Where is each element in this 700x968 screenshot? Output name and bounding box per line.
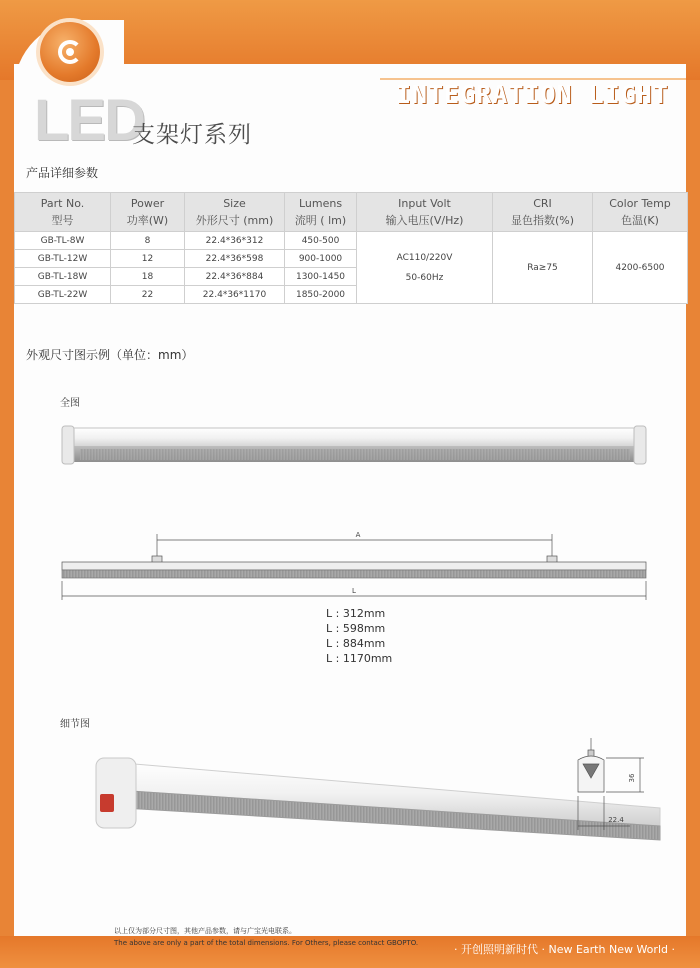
title-series: 支架灯系列 bbox=[132, 122, 252, 148]
cell-power: 18 bbox=[111, 268, 185, 286]
cell-size: 22.4*36*1170 bbox=[185, 286, 285, 304]
dim-marker-l: L bbox=[352, 587, 356, 595]
title-led: LED bbox=[34, 88, 144, 153]
cell-cri: Ra≥75 bbox=[493, 232, 593, 304]
footnote-en: The above are only a part of the total dimensions. For Others, please contact GBOPTO. bbox=[114, 939, 419, 947]
cell-size: 22.4*36*312 bbox=[185, 232, 285, 250]
cell-part: GB-TL-8W bbox=[15, 232, 111, 250]
col-input-volt: Input Volt 输入电压(V/Hz) bbox=[357, 193, 493, 232]
cell-color-temp: 4200-6500 bbox=[593, 232, 688, 304]
cell-part: GB-TL-22W bbox=[15, 286, 111, 304]
cell-lumens: 450-500 bbox=[285, 232, 357, 250]
length-list bbox=[326, 606, 392, 666]
col-part-no: Part No. 型号 bbox=[15, 193, 111, 232]
col-color-temp: Color Temp 色温(K) bbox=[593, 193, 688, 232]
cell-size: 22.4*36*598 bbox=[185, 250, 285, 268]
cell-part: GB-TL-18W bbox=[15, 268, 111, 286]
footnote-cn: 以上仅为部分尺寸图，其他产品参数，请与广宝光电联系。 bbox=[114, 927, 296, 935]
length-item: L : 1170mm bbox=[326, 652, 393, 665]
cell-lumens: 900-1000 bbox=[285, 250, 357, 268]
length-item: L : 312mm bbox=[326, 607, 386, 620]
cell-part: GB-TL-12W bbox=[15, 250, 111, 268]
cell-lumens: 1850-2000 bbox=[285, 286, 357, 304]
length-item: L : 598mm bbox=[326, 622, 386, 635]
cross-height-label: 36 bbox=[628, 773, 636, 783]
cell-power: 12 bbox=[111, 250, 185, 268]
full-view-fixture bbox=[62, 426, 646, 464]
cell-input-volt: AC110/220V 50-60Hz bbox=[357, 232, 493, 304]
detail-view-label: 细节图 bbox=[60, 719, 90, 730]
cell-size: 22.4*36*884 bbox=[185, 268, 285, 286]
dimensions-title: 外观尺寸图示例（单位：mm） bbox=[26, 348, 194, 362]
col-power: Power 功率(W) bbox=[111, 193, 185, 232]
detail-view-fixture bbox=[96, 758, 660, 840]
spec-section-label: 产品详细参数 bbox=[26, 166, 99, 180]
cell-lumens: 1300-1450 bbox=[285, 268, 357, 286]
cell-power: 22 bbox=[111, 286, 185, 304]
integration-light-banner: INTEGRATION LIGHT bbox=[396, 80, 669, 109]
full-view-label: 全图 bbox=[60, 398, 80, 409]
dim-marker-a: A bbox=[355, 531, 361, 539]
length-item: L : 884mm bbox=[326, 637, 386, 650]
col-size: Size 外形尺寸 (mm) bbox=[185, 193, 285, 232]
footer-slogan: · 开创照明新时代 · New Earth New World · bbox=[454, 943, 675, 956]
col-cri: CRI 显色指数(%) bbox=[493, 193, 593, 232]
col-lumens: Lumens 流明 ( lm) bbox=[285, 193, 357, 232]
cross-width-label: 22.4 bbox=[608, 816, 624, 824]
cell-power: 8 bbox=[111, 232, 185, 250]
